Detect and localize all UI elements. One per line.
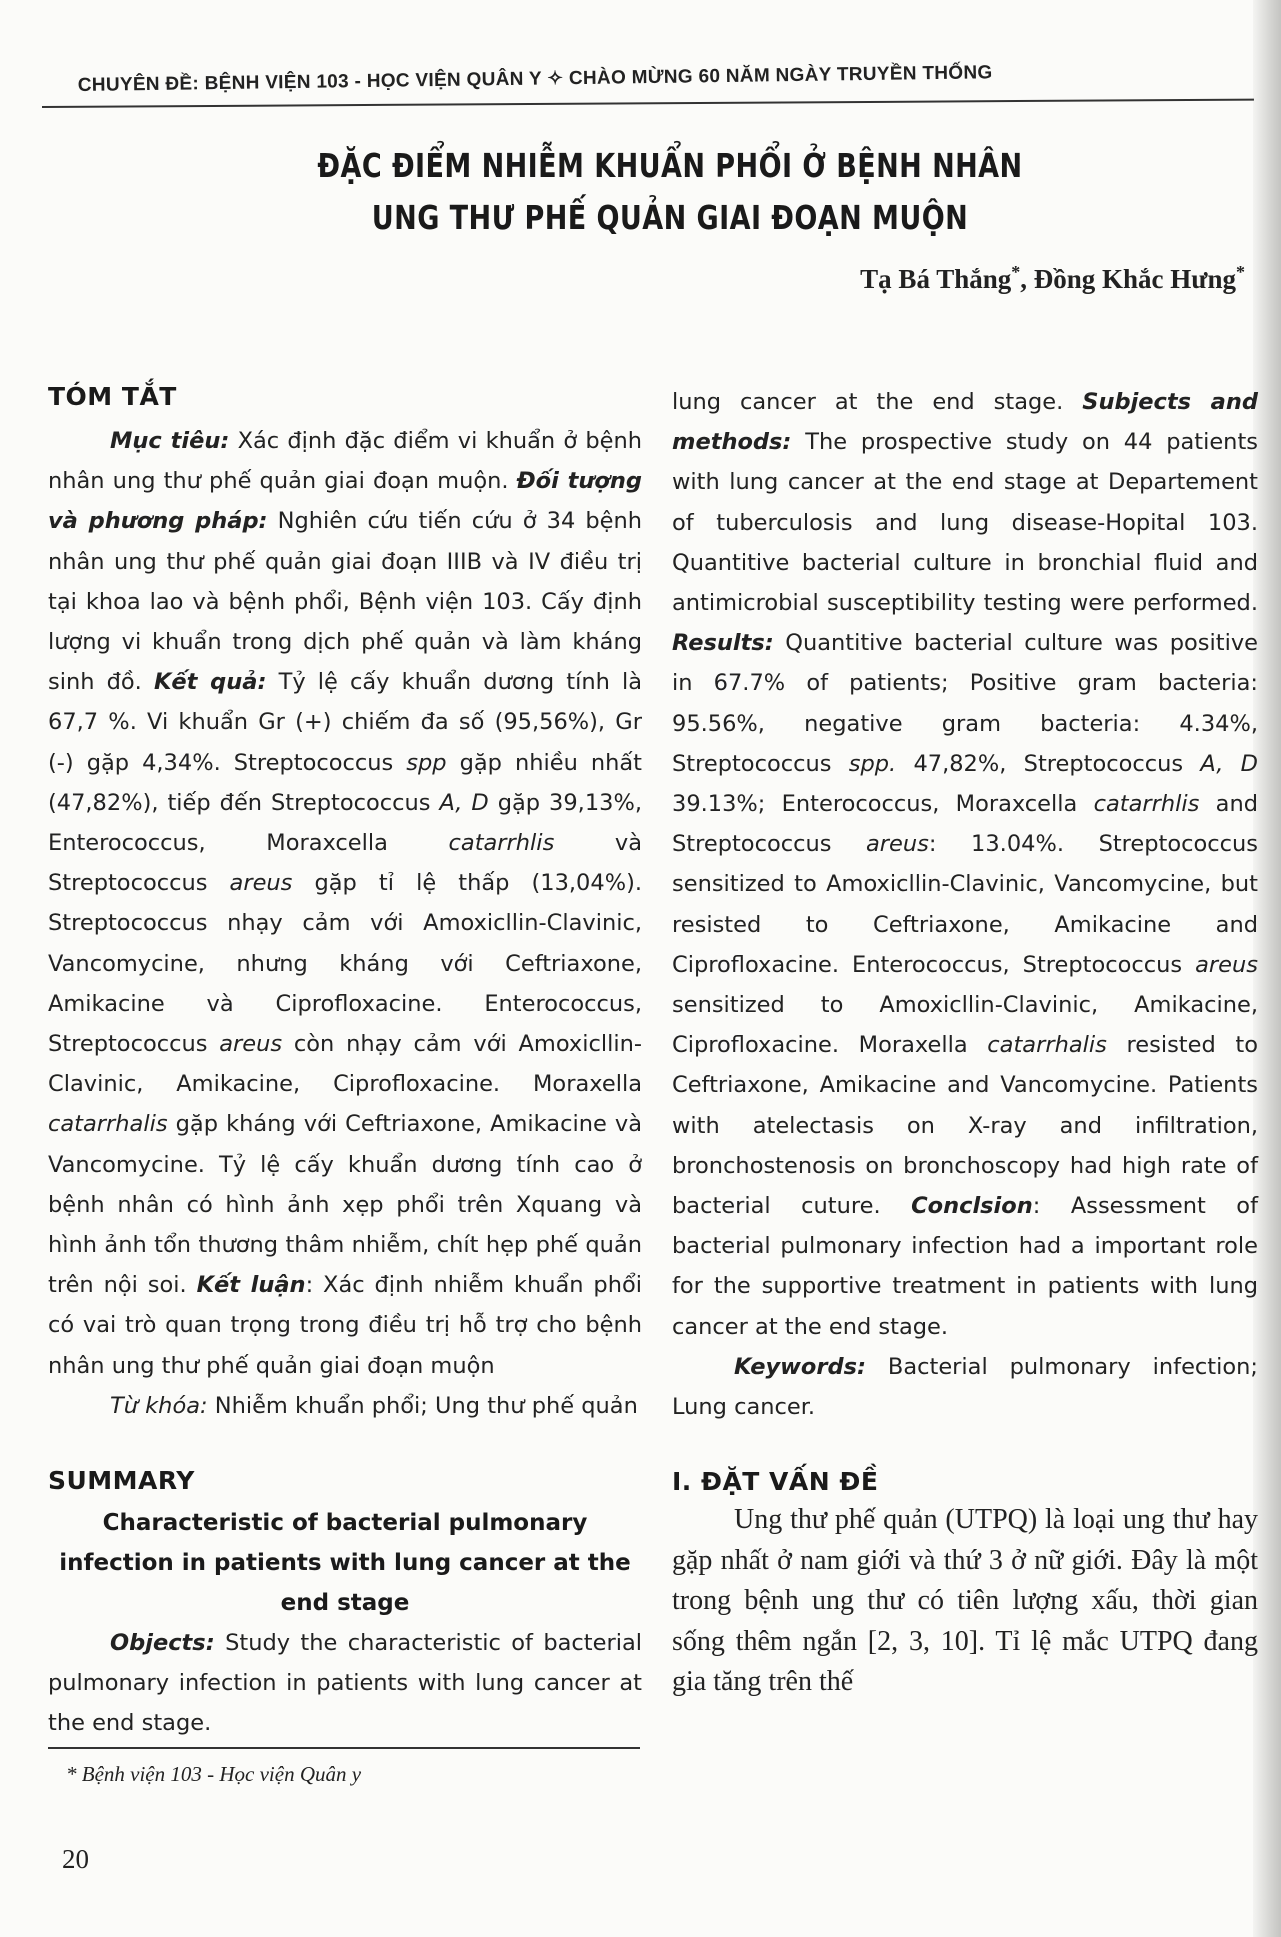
results-en-italic: spp.	[848, 750, 897, 777]
results-text: và Streptococcus	[48, 830, 643, 897]
results-italic: areus	[219, 1031, 283, 1058]
conclusion-en-text: : Assessment of bacterial pulmonary infection had a important role for the supportive treatment in patients with lung cancer at the end stage.	[672, 1193, 1258, 1340]
header-rule	[42, 99, 1254, 108]
results-italic: catarrhalis	[48, 1111, 168, 1138]
results-italic: areus	[229, 870, 293, 897]
results-italic: catarrhlis	[448, 830, 555, 857]
page-number: 20	[62, 1844, 89, 1874]
objects-label: Objects:	[110, 1630, 215, 1657]
results-en-italic: A, D	[1200, 750, 1258, 777]
keywords-vi	[48, 1386, 642, 1426]
subjects-methods-text: The prospective study on 44 patients with lung cancer at the end stage at Departement of tuberculosis and lung disease-Hopital 103. Quantitive bacterial culture in bronchial fluid and antimicrobial susceptibility testing were performed.	[672, 429, 1258, 617]
summary-title: Characteristic of bacterial pulmonary infection in patients with lung cancer at the end stage	[59, 1510, 631, 1617]
results-en-text: 39.13%; Enterococcus, Moraxcella	[672, 791, 1094, 818]
footnote: * Bệnh viện 103 - Học viện Quân y	[66, 1762, 362, 1786]
conclusion-label: Kết luận	[196, 1272, 306, 1299]
results-en-text: Quantitive bacterial culture was positive in 67.7% of patients; Positive gram bacteria: 95.56%, negative gram bacteria: 4.34%, Streptococcus	[672, 630, 1258, 777]
results-en-text: : 13.04%. Streptococcus sensitized to Amoxicllin-Clavinic, Vancomycine, but resisted to Ceftriaxone, Amikacine and Ciprofloxacine. Enterococcus, Streptococcus	[672, 831, 1258, 978]
summary-heading: SUMMARY	[48, 1466, 195, 1496]
results-label: Kết quả:	[153, 669, 267, 696]
results-en-label: Results:	[672, 630, 774, 657]
results-en-text: 47,82%, Streptococcus	[896, 750, 1201, 777]
results-text: còn nhạy cảm với Amoxicllin-Clavinic, Amikacine, Ciprofloxacine. Moraxella	[48, 1031, 642, 1098]
results-italic: spp	[406, 749, 447, 776]
results-text: Tỷ lệ cấy khuẩn dương tính là 67,7 %. Vi khuẩn Gr (+) chiếm đa số (95,56%), Gr (-) gặp 4,34%. Streptococcus	[48, 669, 643, 776]
author-2-mark: *	[1236, 262, 1245, 282]
keywords-en-label: Keywords:	[734, 1353, 866, 1380]
objects-text-continued: lung cancer at the end stage.	[672, 389, 1083, 415]
results-en-text: sensitized to Amoxicllin-Clavinic, Amikacine, Ciprofloxacine. Moraxella	[672, 992, 1258, 1059]
keywords-en	[672, 1347, 1258, 1427]
keywords-en-text: Bacterial pulmonary infection; Lung cancer.	[672, 1353, 1258, 1421]
left-column	[48, 382, 643, 1737]
keywords-text: Nhiễm khuẩn phổi; Ung thư phế quản	[207, 1392, 638, 1419]
authors	[860, 262, 1245, 295]
results-text: gặp 39,13%, Enterococcus, Moraxcella	[48, 789, 642, 857]
title-line-1: ĐẶC ĐIỂM NHIỄM KHUẨN PHỔI Ở BỆNH NHÂN	[317, 146, 1023, 185]
results-text: gặp kháng với Ceftriaxone, Amikacine và Vancomycine. Tỷ lệ cấy khuẩn dương tính cao ở bệnh nhân có hình ảnh xẹp phổi trên Xquang và hình ảnh tổn thương thâm nhiễm, chít hẹp phế quản trên nội soi.	[48, 1111, 642, 1299]
right-column	[672, 382, 1258, 1703]
author-separator: ,	[1020, 264, 1034, 294]
results-en-text: resisted to Ceftriaxone, Amikacine and Vancomycine. Patients with atelectasis on X-ray and infiltration, bronchostenosis on bronchoscopy had high rate of bacterial cuture.	[672, 1032, 1258, 1220]
conclusion-text: : Xác định nhiễm khuẩn phổi có vai trò quan trọng trong điều trị hỗ trợ cho bệnh nhân ung thư phế quản giai đoạn muộn	[48, 1272, 642, 1379]
author-2: Đồng Khắc Hưng	[1033, 264, 1236, 294]
results-en-italic: areus	[1195, 951, 1258, 978]
objective-label: Mục tiêu:	[110, 428, 230, 454]
section-1-text: Ung thư phế quản (UTPQ) là loại ung thư hay gặp nhất ở nam giới và thứ 3 ở nữ giới. Đây là một trong bệnh ung thư có tiên lượng xấu, thời gian sống thêm ngắn [2, 3, 10]. Tỉ lệ mắc UTPQ đang gia tăng trên thế	[672, 1504, 1258, 1698]
author-1: Tạ Bá Thắng	[860, 264, 1012, 294]
subjects-label: Đối tượng và phương pháp:	[48, 468, 642, 535]
article-title	[317, 140, 1022, 244]
subjects-methods-label: Subjects and methods:	[672, 389, 1258, 456]
results-en-italic: areus	[866, 831, 929, 858]
author-1-mark: *	[1011, 262, 1021, 282]
results-en-text: and Streptococcus	[672, 791, 1258, 858]
keywords-label: Từ khóa:	[110, 1392, 208, 1419]
objects-text: Study the characteristic of bacterial pulmonary infection in patients with lung cancer at the end stage.	[48, 1630, 642, 1737]
running-head: CHUYÊN ĐỀ: BỆNH VIỆN 103 - HỌC VIỆN QUÂN Y ✧ CHÀO MỪNG 60 NĂM NGÀY TRUYỀN THỐNG	[77, 62, 993, 97]
results-en-italic: catarrhalis	[987, 1032, 1107, 1059]
objective-text: Xác định đặc điểm vi khuẩn ở bệnh nhân ung thư phế quản giai đoạn muộn.	[48, 428, 643, 495]
summary-body-start	[48, 1623, 642, 1737]
results-italic: A, D	[439, 789, 489, 816]
summary-body-continued	[672, 382, 1258, 1347]
subjects-text: Nghiên cứu tiến cứu ở 34 bệnh nhân ung thư phế quản giai đoạn IIIB và IV điều trị tại khoa lao và bệnh phổi, Bệnh viện 103. Cấy định lượng vi khuẩn trong dịch phế quản và làm kháng sinh đồ.	[48, 508, 643, 696]
abstract-vi-body	[48, 421, 642, 1386]
results-text: gặp tỉ lệ thấp (13,04%). Streptococcus nhạy cảm với Amoxicllin-Clavinic, Vancomycine, nhưng kháng với Ceftriaxone, Amikacine và Ciprofloxacine. Enterococcus, Streptococcus	[48, 870, 643, 1058]
section-1-heading: I. ĐẶT VẤN ĐỀ	[672, 1467, 879, 1497]
footnote-rule	[48, 1747, 640, 1749]
abstract-heading: TÓM TẮT	[48, 382, 177, 411]
title-line-2: UNG THƯ PHẾ QUẢN GIAI ĐOẠN MUỘN	[371, 198, 969, 237]
results-en-italic: catarrhlis	[1093, 791, 1200, 818]
conclusion-en-label: Conclsion	[911, 1193, 1033, 1220]
results-text: gặp nhiều nhất (47,82%), tiếp đến Streptococcus	[48, 749, 642, 816]
